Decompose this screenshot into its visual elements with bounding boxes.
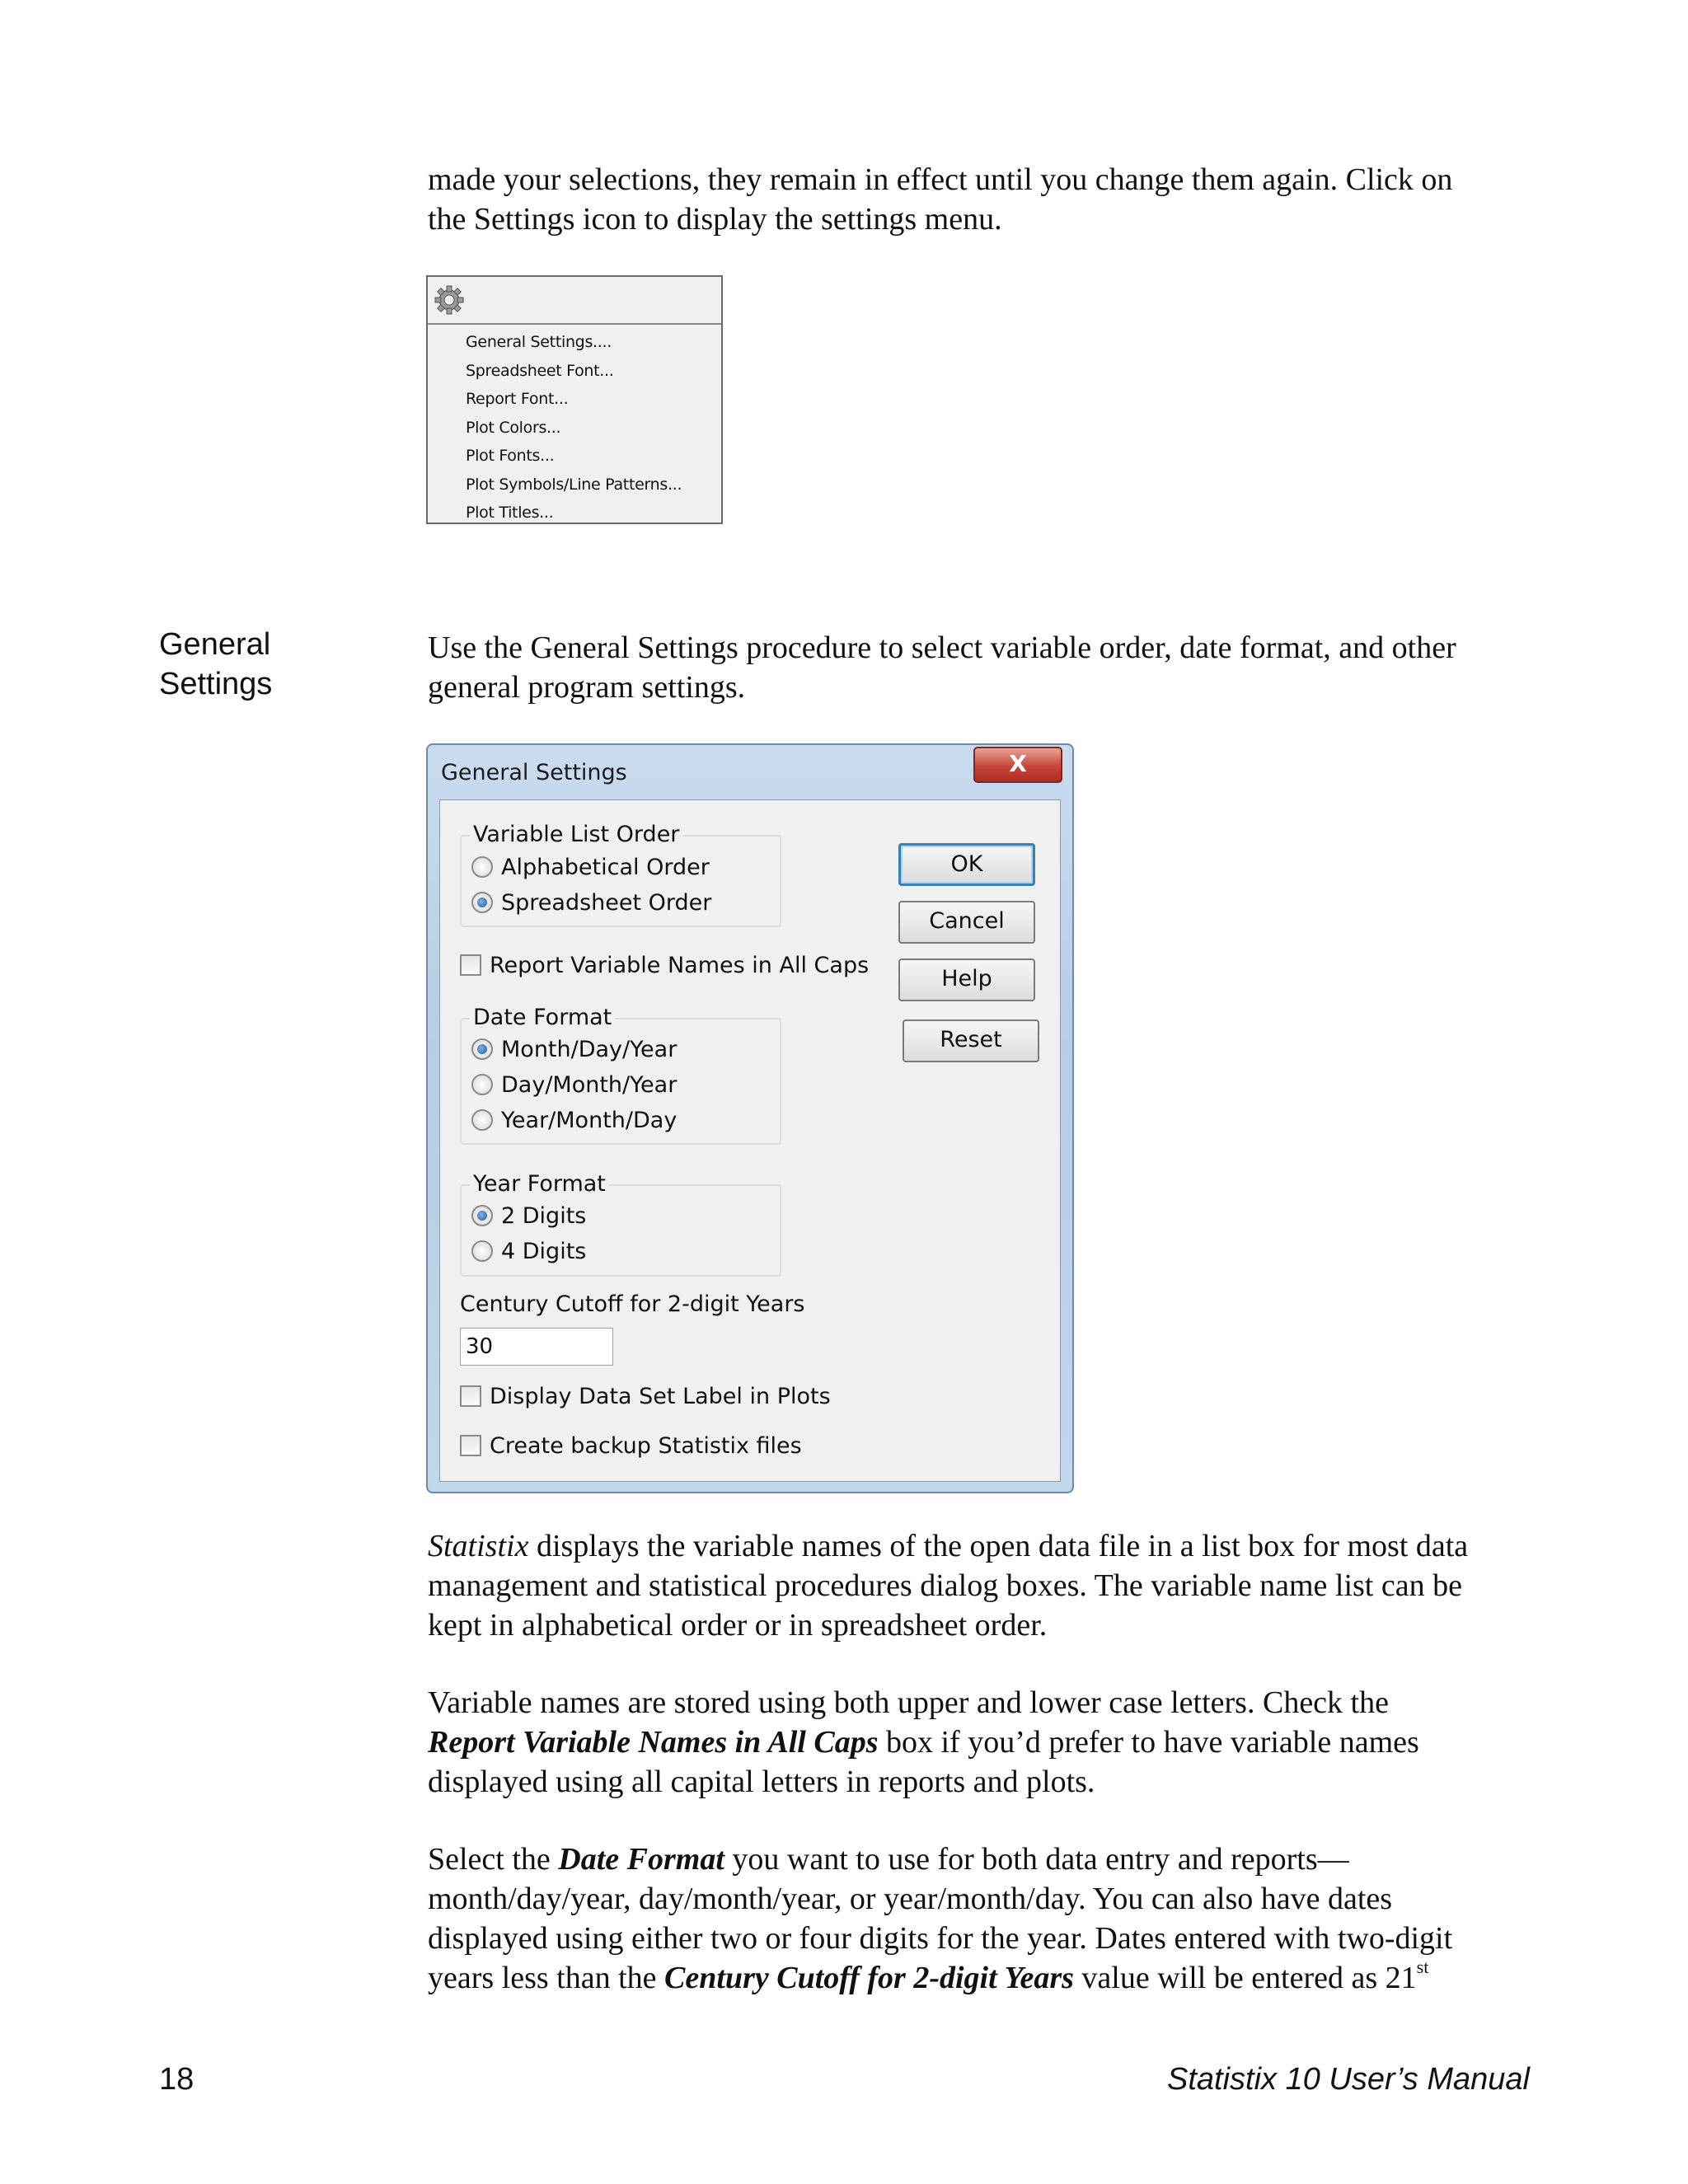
section-heading bbox=[159, 625, 272, 704]
intro-line-2: the Settings icon to display the settings menu. bbox=[428, 202, 1002, 237]
para3-line-2: month/day/year, day/month/year, or year/month/day. You can also have dates bbox=[428, 1882, 1393, 1916]
display-data-set-label-label[interactable]: Display Data Set Label in Plots bbox=[490, 1384, 831, 1409]
ok-button[interactable]: OK bbox=[898, 843, 1035, 886]
menu-item-spreadsheet-font[interactable]: Spreadsheet Font... bbox=[466, 361, 614, 380]
month-day-year-radio[interactable] bbox=[471, 1038, 493, 1060]
date-format-emphasis: Date Format bbox=[558, 1842, 724, 1877]
settings-menu-header bbox=[428, 277, 721, 325]
spreadsheet-order-label[interactable]: Spreadsheet Order bbox=[501, 890, 712, 916]
create-backup-checkbox[interactable] bbox=[460, 1435, 481, 1456]
para3-line-1a: Select the bbox=[428, 1842, 559, 1877]
para3-line-1b: you want to use for both data entry and reports— bbox=[724, 1842, 1349, 1877]
para3-line-4b: value will be entered as 21 bbox=[1073, 1961, 1417, 1995]
settings-menu bbox=[426, 275, 723, 524]
create-backup-label[interactable]: Create backup Statistix files bbox=[490, 1433, 802, 1459]
section-heading-line-1: General bbox=[159, 627, 271, 662]
para2-line-1: Variable names are stored using both upper and lower case letters. Check the bbox=[428, 1685, 1389, 1720]
para1-line-1: displays the variable names of the open data file in a list box for most data bbox=[528, 1529, 1469, 1563]
para3-line-3: displayed using either two or four digits for the year. Dates entered with two-digit bbox=[428, 1921, 1453, 1956]
cancel-button[interactable]: Cancel bbox=[898, 901, 1035, 944]
section-intro-line-2: general program settings. bbox=[428, 670, 746, 705]
year-month-day-label[interactable]: Year/Month/Day bbox=[501, 1108, 678, 1133]
month-day-year-label[interactable]: Month/Day/Year bbox=[501, 1037, 678, 1062]
two-digits-label[interactable]: 2 Digits bbox=[501, 1203, 587, 1229]
four-digits-label[interactable]: 4 Digits bbox=[501, 1239, 587, 1264]
spreadsheet-order-radio[interactable] bbox=[471, 892, 493, 913]
para3-line-4a: years less than the bbox=[428, 1961, 665, 1995]
alphabetical-order-radio[interactable] bbox=[471, 856, 493, 878]
help-button[interactable]: Help bbox=[898, 958, 1035, 1001]
gear-icon[interactable] bbox=[433, 284, 466, 316]
general-settings-dialog bbox=[426, 743, 1074, 1493]
menu-item-plot-symbols[interactable]: Plot Symbols/Line Patterns... bbox=[466, 475, 682, 494]
paragraph-date-format bbox=[428, 1840, 1532, 1998]
para1-line-3: kept in alphabetical order or in spreadsheet order. bbox=[428, 1608, 1048, 1643]
manual-title: Statistix 10 User’s Manual bbox=[1166, 2062, 1530, 2097]
reset-button[interactable]: Reset bbox=[903, 1019, 1039, 1062]
paragraph-variable-list bbox=[428, 1526, 1532, 1645]
dialog-body bbox=[439, 799, 1061, 1482]
page-number: 18 bbox=[159, 2062, 195, 2097]
report-caps-checkbox[interactable] bbox=[460, 954, 481, 976]
section-intro-line-1: Use the General Settings procedure to select variable order, date format, and other bbox=[428, 630, 1456, 665]
program-name: Statistix bbox=[428, 1529, 529, 1563]
section-intro bbox=[428, 628, 1532, 707]
menu-item-report-font[interactable]: Report Font... bbox=[466, 390, 569, 408]
para2-line-3: displayed using all capital letters in reports and plots. bbox=[428, 1765, 1095, 1799]
close-button[interactable]: X bbox=[973, 747, 1062, 783]
alphabetical-order-label[interactable]: Alphabetical Order bbox=[501, 855, 710, 880]
ordinal-suffix: st bbox=[1416, 1957, 1429, 1978]
intro-line-1: made your selections, they remain in effect until you change them again. Click on bbox=[428, 162, 1453, 197]
century-cutoff-emphasis: Century Cutoff for 2-digit Years bbox=[664, 1961, 1074, 1995]
report-caps-emphasis: Report Variable Names in All Caps bbox=[428, 1725, 879, 1760]
settings-menu-list bbox=[428, 325, 721, 527]
day-month-year-radio[interactable] bbox=[471, 1074, 493, 1095]
century-cutoff-label: Century Cutoff for 2-digit Years bbox=[460, 1291, 805, 1317]
year-format-label: Year Format bbox=[470, 1171, 609, 1197]
menu-item-plot-fonts[interactable]: Plot Fonts... bbox=[466, 447, 555, 465]
section-heading-line-2: Settings bbox=[159, 667, 273, 701]
variable-list-order-label: Variable List Order bbox=[470, 822, 682, 847]
day-month-year-label[interactable]: Day/Month/Year bbox=[501, 1072, 678, 1098]
paragraph-report-caps bbox=[428, 1683, 1532, 1802]
two-digits-radio[interactable] bbox=[471, 1205, 493, 1226]
menu-item-plot-colors[interactable]: Plot Colors... bbox=[466, 418, 561, 437]
para1-line-2: management and statistical procedures dialog boxes. The variable name list can be bbox=[428, 1568, 1462, 1603]
century-cutoff-input[interactable]: 30 bbox=[460, 1328, 613, 1366]
date-format-label: Date Format bbox=[470, 1005, 615, 1030]
display-data-set-label-checkbox[interactable] bbox=[460, 1385, 481, 1407]
menu-item-plot-titles[interactable]: Plot Titles... bbox=[466, 504, 554, 522]
year-month-day-radio[interactable] bbox=[471, 1109, 493, 1131]
report-caps-label[interactable]: Report Variable Names in All Caps bbox=[490, 953, 870, 978]
para2-line-2: box if you’d prefer to have variable names bbox=[878, 1725, 1419, 1760]
four-digits-radio[interactable] bbox=[471, 1240, 493, 1262]
intro-paragraph bbox=[428, 160, 1532, 239]
dialog-title: General Settings bbox=[441, 760, 627, 785]
menu-item-general-settings[interactable]: General Settings.... bbox=[466, 333, 612, 351]
